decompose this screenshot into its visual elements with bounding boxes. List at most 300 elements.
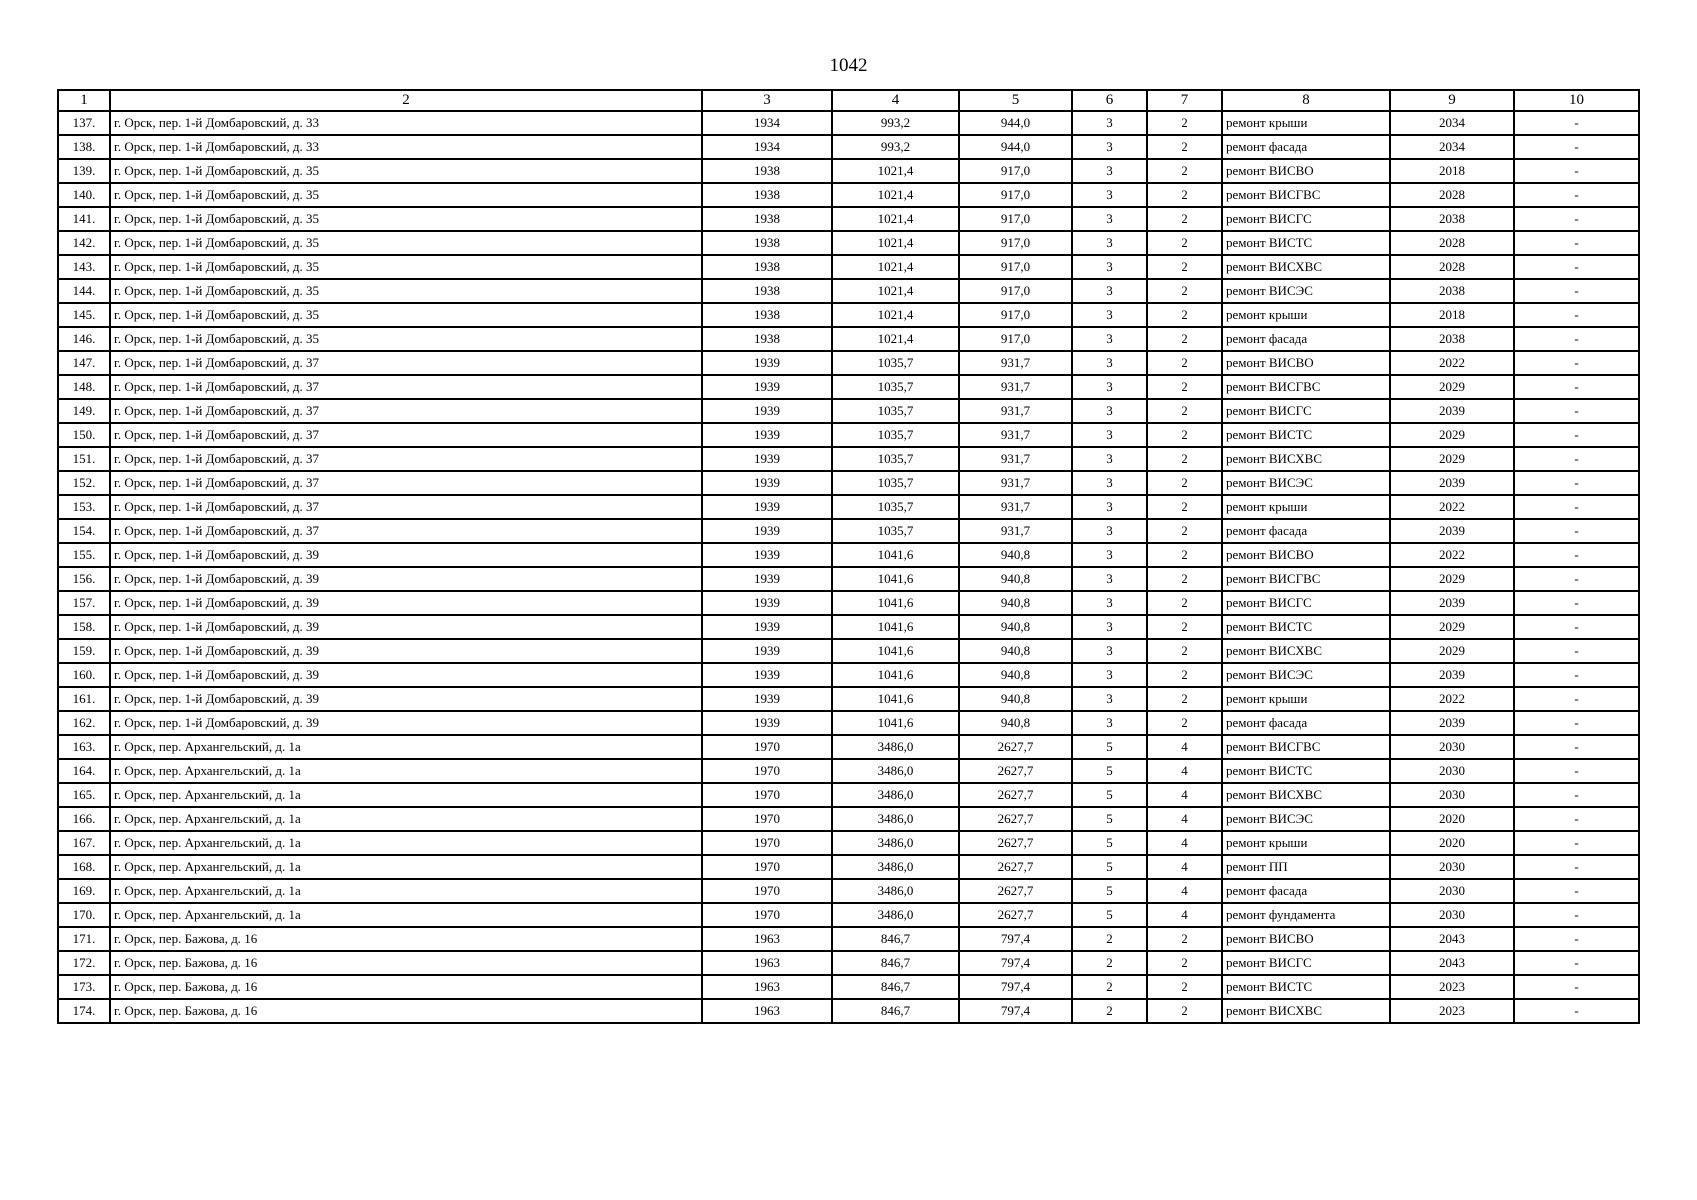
cell-planned-year: 2038 — [1390, 207, 1514, 231]
cell-floors: 3 — [1072, 303, 1147, 327]
cell-living-area: 2627,7 — [959, 735, 1072, 759]
cell-total-area: 3486,0 — [832, 807, 959, 831]
cell-floors: 3 — [1072, 639, 1147, 663]
cell-living-area: 917,0 — [959, 279, 1072, 303]
cell-address: г. Орск, пер. 1-й Домбаровский, д. 39 — [110, 543, 702, 567]
table-row — [58, 495, 1639, 519]
table-row — [58, 639, 1639, 663]
cell-note: - — [1514, 759, 1639, 783]
cell-row-number: 146. — [58, 327, 110, 351]
repair-schedule-table — [57, 89, 1640, 1024]
cell-row-number: 145. — [58, 303, 110, 327]
cell-address: г. Орск, пер. 1-й Домбаровский, д. 33 — [110, 111, 702, 135]
cell-address: г. Орск, пер. Архангельский, д. 1а — [110, 759, 702, 783]
cell-note: - — [1514, 591, 1639, 615]
cell-work-type: ремонт фасада — [1222, 327, 1390, 351]
cell-row-number: 142. — [58, 231, 110, 255]
cell-planned-year: 2022 — [1390, 543, 1514, 567]
cell-planned-year: 2018 — [1390, 303, 1514, 327]
cell-planned-year: 2028 — [1390, 255, 1514, 279]
cell-row-number: 167. — [58, 831, 110, 855]
cell-year-built: 1970 — [702, 783, 832, 807]
cell-year-built: 1934 — [702, 111, 832, 135]
cell-entrances: 2 — [1147, 327, 1222, 351]
cell-floors: 5 — [1072, 831, 1147, 855]
cell-floors: 3 — [1072, 663, 1147, 687]
cell-work-type: ремонт ВИСВО — [1222, 543, 1390, 567]
column-header-8: 8 — [1222, 90, 1390, 111]
cell-note: - — [1514, 519, 1639, 543]
cell-year-built: 1939 — [702, 447, 832, 471]
cell-total-area: 1021,4 — [832, 255, 959, 279]
cell-planned-year: 2030 — [1390, 735, 1514, 759]
cell-note: - — [1514, 351, 1639, 375]
table-row — [58, 471, 1639, 495]
cell-floors: 2 — [1072, 951, 1147, 975]
cell-note: - — [1514, 999, 1639, 1023]
table-row — [58, 759, 1639, 783]
cell-note: - — [1514, 831, 1639, 855]
cell-note: - — [1514, 663, 1639, 687]
cell-row-number: 140. — [58, 183, 110, 207]
cell-entrances: 2 — [1147, 447, 1222, 471]
table-row — [58, 663, 1639, 687]
cell-planned-year: 2029 — [1390, 567, 1514, 591]
cell-total-area: 846,7 — [832, 927, 959, 951]
cell-floors: 3 — [1072, 279, 1147, 303]
cell-address: г. Орск, пер. Бажова, д. 16 — [110, 999, 702, 1023]
cell-floors: 3 — [1072, 183, 1147, 207]
cell-floors: 3 — [1072, 111, 1147, 135]
cell-address: г. Орск, пер. 1-й Домбаровский, д. 39 — [110, 615, 702, 639]
cell-note: - — [1514, 495, 1639, 519]
cell-row-number: 162. — [58, 711, 110, 735]
cell-living-area: 797,4 — [959, 927, 1072, 951]
cell-work-type: ремонт крыши — [1222, 111, 1390, 135]
cell-total-area: 1021,4 — [832, 279, 959, 303]
table-row — [58, 231, 1639, 255]
cell-entrances: 2 — [1147, 951, 1222, 975]
cell-note: - — [1514, 807, 1639, 831]
cell-address: г. Орск, пер. 1-й Домбаровский, д. 37 — [110, 423, 702, 447]
cell-year-built: 1939 — [702, 495, 832, 519]
cell-living-area: 797,4 — [959, 975, 1072, 999]
cell-work-type: ремонт ВИСХВС — [1222, 639, 1390, 663]
cell-living-area: 797,4 — [959, 999, 1072, 1023]
cell-living-area: 917,0 — [959, 231, 1072, 255]
cell-note: - — [1514, 447, 1639, 471]
cell-entrances: 2 — [1147, 543, 1222, 567]
column-header-7: 7 — [1147, 90, 1222, 111]
cell-total-area: 3486,0 — [832, 783, 959, 807]
table-row — [58, 711, 1639, 735]
cell-floors: 3 — [1072, 159, 1147, 183]
cell-address: г. Орск, пер. Архангельский, д. 1а — [110, 807, 702, 831]
cell-living-area: 931,7 — [959, 447, 1072, 471]
cell-living-area: 931,7 — [959, 399, 1072, 423]
cell-row-number: 151. — [58, 447, 110, 471]
cell-floors: 5 — [1072, 903, 1147, 927]
cell-floors: 2 — [1072, 975, 1147, 999]
cell-entrances: 4 — [1147, 735, 1222, 759]
cell-entrances: 2 — [1147, 159, 1222, 183]
table-row — [58, 735, 1639, 759]
cell-floors: 3 — [1072, 231, 1147, 255]
cell-work-type: ремонт фундамента — [1222, 903, 1390, 927]
cell-address: г. Орск, пер. 1-й Домбаровский, д. 37 — [110, 519, 702, 543]
cell-living-area: 940,8 — [959, 639, 1072, 663]
cell-year-built: 1963 — [702, 951, 832, 975]
cell-living-area: 931,7 — [959, 423, 1072, 447]
cell-entrances: 2 — [1147, 399, 1222, 423]
cell-entrances: 2 — [1147, 711, 1222, 735]
cell-planned-year: 2022 — [1390, 495, 1514, 519]
cell-row-number: 168. — [58, 855, 110, 879]
cell-work-type: ремонт ВИСГВС — [1222, 183, 1390, 207]
cell-planned-year: 2020 — [1390, 831, 1514, 855]
cell-address: г. Орск, пер. 1-й Домбаровский, д. 37 — [110, 351, 702, 375]
cell-address: г. Орск, пер. 1-й Домбаровский, д. 37 — [110, 447, 702, 471]
cell-work-type: ремонт крыши — [1222, 495, 1390, 519]
cell-work-type: ремонт ВИСЭС — [1222, 471, 1390, 495]
cell-row-number: 163. — [58, 735, 110, 759]
cell-work-type: ремонт ВИСЭС — [1222, 663, 1390, 687]
cell-year-built: 1970 — [702, 879, 832, 903]
cell-year-built: 1963 — [702, 975, 832, 999]
cell-total-area: 3486,0 — [832, 879, 959, 903]
cell-entrances: 2 — [1147, 495, 1222, 519]
cell-note: - — [1514, 399, 1639, 423]
table-row — [58, 591, 1639, 615]
cell-work-type: ремонт ВИСГС — [1222, 207, 1390, 231]
cell-entrances: 2 — [1147, 231, 1222, 255]
cell-total-area: 1021,4 — [832, 207, 959, 231]
cell-living-area: 797,4 — [959, 951, 1072, 975]
cell-entrances: 2 — [1147, 135, 1222, 159]
cell-year-built: 1938 — [702, 207, 832, 231]
cell-work-type: ремонт ВИСГС — [1222, 399, 1390, 423]
cell-living-area: 931,7 — [959, 495, 1072, 519]
cell-floors: 3 — [1072, 711, 1147, 735]
cell-total-area: 846,7 — [832, 975, 959, 999]
table-row — [58, 615, 1639, 639]
cell-row-number: 174. — [58, 999, 110, 1023]
cell-note: - — [1514, 903, 1639, 927]
cell-total-area: 1021,4 — [832, 159, 959, 183]
cell-row-number: 160. — [58, 663, 110, 687]
table-row — [58, 159, 1639, 183]
cell-total-area: 1035,7 — [832, 375, 959, 399]
cell-entrances: 2 — [1147, 255, 1222, 279]
cell-address: г. Орск, пер. 1-й Домбаровский, д. 33 — [110, 135, 702, 159]
cell-address: г. Орск, пер. 1-й Домбаровский, д. 35 — [110, 303, 702, 327]
cell-row-number: 173. — [58, 975, 110, 999]
cell-planned-year: 2028 — [1390, 183, 1514, 207]
cell-entrances: 2 — [1147, 351, 1222, 375]
cell-note: - — [1514, 231, 1639, 255]
cell-address: г. Орск, пер. Архангельский, д. 1а — [110, 855, 702, 879]
cell-year-built: 1939 — [702, 567, 832, 591]
cell-year-built: 1939 — [702, 399, 832, 423]
cell-note: - — [1514, 783, 1639, 807]
cell-living-area: 940,8 — [959, 663, 1072, 687]
cell-floors: 3 — [1072, 543, 1147, 567]
cell-work-type: ремонт ВИСТС — [1222, 975, 1390, 999]
cell-entrances: 2 — [1147, 423, 1222, 447]
cell-total-area: 3486,0 — [832, 855, 959, 879]
column-header-1: 1 — [58, 90, 110, 111]
cell-entrances: 2 — [1147, 519, 1222, 543]
table-row — [58, 807, 1639, 831]
cell-entrances: 2 — [1147, 663, 1222, 687]
cell-total-area: 1041,6 — [832, 663, 959, 687]
cell-planned-year: 2034 — [1390, 111, 1514, 135]
cell-row-number: 150. — [58, 423, 110, 447]
cell-row-number: 172. — [58, 951, 110, 975]
cell-row-number: 161. — [58, 687, 110, 711]
cell-living-area: 931,7 — [959, 375, 1072, 399]
cell-total-area: 846,7 — [832, 951, 959, 975]
cell-address: г. Орск, пер. Архангельский, д. 1а — [110, 903, 702, 927]
cell-work-type: ремонт ВИСВО — [1222, 927, 1390, 951]
cell-planned-year: 2022 — [1390, 687, 1514, 711]
cell-floors: 5 — [1072, 807, 1147, 831]
cell-year-built: 1939 — [702, 591, 832, 615]
cell-total-area: 1035,7 — [832, 471, 959, 495]
cell-total-area: 1041,6 — [832, 711, 959, 735]
cell-living-area: 917,0 — [959, 327, 1072, 351]
cell-floors: 5 — [1072, 759, 1147, 783]
cell-note: - — [1514, 567, 1639, 591]
cell-row-number: 144. — [58, 279, 110, 303]
table-row — [58, 207, 1639, 231]
cell-address: г. Орск, пер. 1-й Домбаровский, д. 37 — [110, 399, 702, 423]
cell-total-area: 1041,6 — [832, 567, 959, 591]
cell-living-area: 2627,7 — [959, 879, 1072, 903]
cell-work-type: ремонт ВИСВО — [1222, 351, 1390, 375]
cell-floors: 2 — [1072, 927, 1147, 951]
table-row — [58, 447, 1639, 471]
cell-work-type: ремонт фасада — [1222, 519, 1390, 543]
cell-entrances: 2 — [1147, 591, 1222, 615]
cell-work-type: ремонт фасада — [1222, 879, 1390, 903]
cell-total-area: 1035,7 — [832, 495, 959, 519]
cell-total-area: 1035,7 — [832, 519, 959, 543]
cell-planned-year: 2034 — [1390, 135, 1514, 159]
cell-floors: 3 — [1072, 255, 1147, 279]
cell-floors: 3 — [1072, 687, 1147, 711]
cell-planned-year: 2030 — [1390, 783, 1514, 807]
cell-total-area: 993,2 — [832, 111, 959, 135]
cell-floors: 3 — [1072, 423, 1147, 447]
cell-floors: 3 — [1072, 135, 1147, 159]
cell-note: - — [1514, 423, 1639, 447]
cell-entrances: 4 — [1147, 831, 1222, 855]
cell-living-area: 917,0 — [959, 159, 1072, 183]
cell-address: г. Орск, пер. 1-й Домбаровский, д. 39 — [110, 639, 702, 663]
cell-row-number: 159. — [58, 639, 110, 663]
cell-work-type: ремонт ВИСХВС — [1222, 783, 1390, 807]
cell-living-area: 2627,7 — [959, 855, 1072, 879]
cell-work-type: ремонт фасада — [1222, 135, 1390, 159]
cell-work-type: ремонт ВИСВО — [1222, 159, 1390, 183]
cell-note: - — [1514, 255, 1639, 279]
column-header-5: 5 — [959, 90, 1072, 111]
cell-planned-year: 2023 — [1390, 975, 1514, 999]
cell-address: г. Орск, пер. 1-й Домбаровский, д. 39 — [110, 663, 702, 687]
table-row — [58, 375, 1639, 399]
cell-year-built: 1939 — [702, 639, 832, 663]
table-row — [58, 903, 1639, 927]
cell-floors: 5 — [1072, 783, 1147, 807]
cell-row-number: 156. — [58, 567, 110, 591]
cell-row-number: 152. — [58, 471, 110, 495]
cell-address: г. Орск, пер. 1-й Домбаровский, д. 37 — [110, 471, 702, 495]
cell-year-built: 1970 — [702, 759, 832, 783]
cell-total-area: 993,2 — [832, 135, 959, 159]
cell-note: - — [1514, 927, 1639, 951]
cell-work-type: ремонт ВИСГВС — [1222, 567, 1390, 591]
cell-entrances: 2 — [1147, 183, 1222, 207]
cell-total-area: 1021,4 — [832, 327, 959, 351]
cell-total-area: 3486,0 — [832, 903, 959, 927]
table-row — [58, 975, 1639, 999]
cell-year-built: 1938 — [702, 183, 832, 207]
cell-total-area: 1035,7 — [832, 351, 959, 375]
column-header-9: 9 — [1390, 90, 1514, 111]
cell-planned-year: 2030 — [1390, 903, 1514, 927]
cell-entrances: 4 — [1147, 903, 1222, 927]
cell-planned-year: 2043 — [1390, 951, 1514, 975]
cell-address: г. Орск, пер. 1-й Домбаровский, д. 39 — [110, 711, 702, 735]
cell-living-area: 2627,7 — [959, 783, 1072, 807]
cell-year-built: 1938 — [702, 231, 832, 255]
cell-planned-year: 2020 — [1390, 807, 1514, 831]
cell-work-type: ремонт ВИСХВС — [1222, 999, 1390, 1023]
cell-year-built: 1970 — [702, 735, 832, 759]
column-header-6: 6 — [1072, 90, 1147, 111]
cell-year-built: 1938 — [702, 159, 832, 183]
cell-entrances: 2 — [1147, 975, 1222, 999]
cell-work-type: ремонт ВИСЭС — [1222, 807, 1390, 831]
cell-floors: 2 — [1072, 999, 1147, 1023]
cell-note: - — [1514, 711, 1639, 735]
cell-floors: 5 — [1072, 879, 1147, 903]
cell-living-area: 944,0 — [959, 135, 1072, 159]
column-header-4: 4 — [832, 90, 959, 111]
cell-entrances: 2 — [1147, 639, 1222, 663]
table-row — [58, 135, 1639, 159]
cell-total-area: 846,7 — [832, 999, 959, 1023]
cell-address: г. Орск, пер. 1-й Домбаровский, д. 35 — [110, 255, 702, 279]
cell-row-number: 166. — [58, 807, 110, 831]
cell-note: - — [1514, 327, 1639, 351]
table-row — [58, 279, 1639, 303]
cell-row-number: 164. — [58, 759, 110, 783]
cell-planned-year: 2039 — [1390, 711, 1514, 735]
cell-total-area: 1041,6 — [832, 615, 959, 639]
cell-entrances: 2 — [1147, 567, 1222, 591]
cell-planned-year: 2022 — [1390, 351, 1514, 375]
cell-entrances: 2 — [1147, 111, 1222, 135]
cell-row-number: 153. — [58, 495, 110, 519]
cell-year-built: 1938 — [702, 327, 832, 351]
cell-year-built: 1963 — [702, 999, 832, 1023]
cell-entrances: 4 — [1147, 879, 1222, 903]
cell-living-area: 917,0 — [959, 303, 1072, 327]
cell-total-area: 1041,6 — [832, 543, 959, 567]
cell-total-area: 1021,4 — [832, 231, 959, 255]
cell-total-area: 1035,7 — [832, 423, 959, 447]
cell-row-number: 138. — [58, 135, 110, 159]
cell-row-number: 148. — [58, 375, 110, 399]
cell-address: г. Орск, пер. Архангельский, д. 1а — [110, 879, 702, 903]
cell-living-area: 940,8 — [959, 543, 1072, 567]
table-row — [58, 255, 1639, 279]
cell-note: - — [1514, 471, 1639, 495]
cell-note: - — [1514, 639, 1639, 663]
cell-row-number: 171. — [58, 927, 110, 951]
cell-work-type: ремонт ВИСЭС — [1222, 279, 1390, 303]
cell-year-built: 1963 — [702, 927, 832, 951]
cell-address: г. Орск, пер. 1-й Домбаровский, д. 35 — [110, 279, 702, 303]
cell-address: г. Орск, пер. 1-й Домбаровский, д. 35 — [110, 207, 702, 231]
cell-address: г. Орск, пер. 1-й Домбаровский, д. 35 — [110, 183, 702, 207]
cell-planned-year: 2038 — [1390, 279, 1514, 303]
cell-year-built: 1939 — [702, 351, 832, 375]
cell-year-built: 1939 — [702, 519, 832, 543]
cell-work-type: ремонт ВИСГС — [1222, 591, 1390, 615]
cell-year-built: 1939 — [702, 711, 832, 735]
cell-entrances: 2 — [1147, 927, 1222, 951]
cell-row-number: 158. — [58, 615, 110, 639]
cell-living-area: 940,8 — [959, 711, 1072, 735]
cell-row-number: 143. — [58, 255, 110, 279]
cell-year-built: 1939 — [702, 471, 832, 495]
cell-planned-year: 2028 — [1390, 231, 1514, 255]
table-row — [58, 327, 1639, 351]
cell-entrances: 2 — [1147, 375, 1222, 399]
cell-year-built: 1939 — [702, 663, 832, 687]
cell-total-area: 3486,0 — [832, 735, 959, 759]
cell-living-area: 2627,7 — [959, 807, 1072, 831]
cell-note: - — [1514, 687, 1639, 711]
cell-floors: 5 — [1072, 855, 1147, 879]
cell-work-type: ремонт ВИСГВС — [1222, 735, 1390, 759]
cell-entrances: 2 — [1147, 207, 1222, 231]
cell-note: - — [1514, 543, 1639, 567]
cell-year-built: 1938 — [702, 279, 832, 303]
cell-year-built: 1938 — [702, 255, 832, 279]
cell-floors: 3 — [1072, 519, 1147, 543]
cell-living-area: 940,8 — [959, 687, 1072, 711]
cell-row-number: 165. — [58, 783, 110, 807]
cell-living-area: 940,8 — [959, 615, 1072, 639]
table-row — [58, 183, 1639, 207]
cell-work-type: ремонт крыши — [1222, 831, 1390, 855]
cell-entrances: 4 — [1147, 807, 1222, 831]
cell-address: г. Орск, пер. 1-й Домбаровский, д. 39 — [110, 591, 702, 615]
cell-planned-year: 2039 — [1390, 471, 1514, 495]
cell-note: - — [1514, 855, 1639, 879]
cell-note: - — [1514, 135, 1639, 159]
cell-floors: 3 — [1072, 399, 1147, 423]
cell-address: г. Орск, пер. Бажова, д. 16 — [110, 975, 702, 999]
table-row — [58, 951, 1639, 975]
cell-total-area: 1041,6 — [832, 687, 959, 711]
cell-address: г. Орск, пер. 1-й Домбаровский, д. 37 — [110, 495, 702, 519]
cell-living-area: 931,7 — [959, 471, 1072, 495]
